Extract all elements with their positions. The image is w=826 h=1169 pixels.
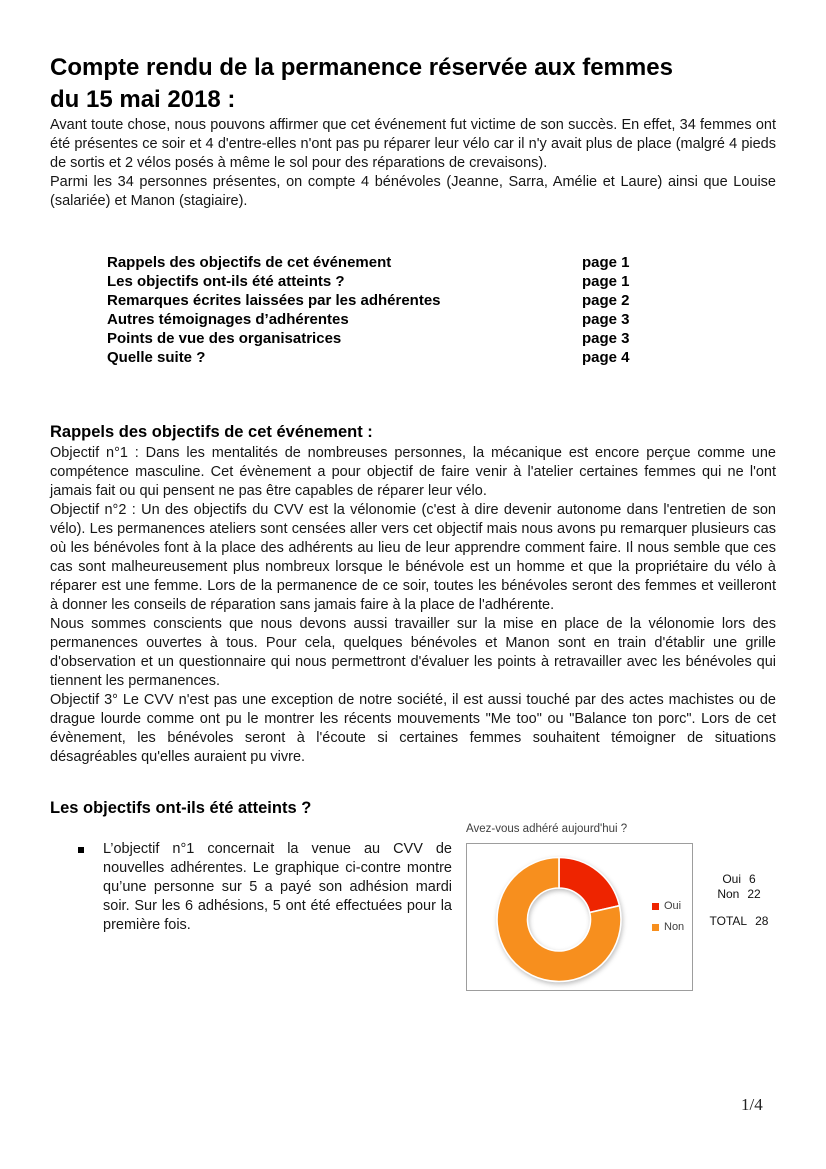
page-title <box>50 52 776 116</box>
chart-frame <box>466 843 693 991</box>
legend-label-oui: Oui <box>664 900 682 912</box>
toc-item-page: page 1 <box>582 273 630 290</box>
legend-swatch-oui-icon <box>652 903 659 910</box>
paragraph-objectif-2: Objectif n°2 : Un des objectifs du CVV est la vélonomie (c'est à dire devenir autonome dans l'entretien de son vélo). Les permanences ateliers sont censées aller vers cet objectif mais nous avons pu remarquer plusieurs cas où les bénévoles font à la place des adhérents au lieu de leur apprendre comment faire. Il nous semble que ces cas sont malheureusement plus nombreux lorsque le bénévole est un homme et que la propriétaire du vélo à réparer est une femme. Lors de la permanence de ce soir, toutes les bénévoles seront des femmes et veilleront à donner les conseils de réparation sans jamais faire à la place de l'adhérente. <box>50 502 776 613</box>
toc-item-label: Les objectifs ont-ils été atteints ? <box>107 273 345 290</box>
toc-item-page: page 3 <box>582 311 630 328</box>
summary-value: 6 <box>749 872 756 886</box>
page-title-line2: du 15 mai 2018 : <box>50 86 236 113</box>
summary-total-value: 28 <box>755 914 769 928</box>
page-number: 1/4 <box>741 1095 763 1114</box>
legend-swatch-non-icon <box>652 924 659 931</box>
chart-summary <box>679 872 799 929</box>
intro-paragraph-2: Parmi les 34 personnes présentes, on compte 4 bénévoles (Jeanne, Sarra, Amélie et Laure) ainsi que Louise (salariée) et Manon (stagiaire). <box>50 174 776 209</box>
summary-value: 22 <box>747 886 761 901</box>
summary-row-oui <box>679 872 799 887</box>
toc-item-page: page 3 <box>582 330 630 347</box>
list-item <box>50 840 452 935</box>
summary-label: Non <box>717 886 740 901</box>
paragraph-objectif-1: Objectif n°1 : Dans les mentalités de nombreuses personnes, la mécanique est encore perçue comme une compétence masculine. Cet évènement a pour objectif de faire venir à l'atelier certaines femmes qui ne l'ont jamais fait ou qui pensent ne pas être capables de réparer leur vélo. <box>50 445 776 499</box>
table-of-contents <box>50 253 776 367</box>
toc-item-label: Rappels des objectifs de cet événement <box>107 254 392 271</box>
chart-title: Avez-vous adhéré aujourd'hui ? <box>466 823 628 835</box>
toc-item-4 <box>50 310 776 329</box>
intro-paragraph-1: Avant toute chose, nous pouvons affirmer que cet événement fut victime de son succès. En effet, 34 femmes ont été présentes ce soir et 4 d'entre-elles n'ont pas pu réparer leur vélo car il n'y avait plus de place (malgré 4 pieds de sortis et 2 vélos posés à même le sol pour des réparations de crevaisons). <box>50 117 776 171</box>
toc-item-2 <box>50 272 776 291</box>
toc-item-5 <box>50 329 776 348</box>
toc-item-page: page 4 <box>582 349 630 366</box>
section-heading-rappels: Rappels des objectifs de cet événement : <box>50 423 373 441</box>
toc-item-3 <box>50 291 776 310</box>
summary-row-total <box>679 914 799 929</box>
toc-item-label: Quelle suite ? <box>107 349 206 366</box>
paragraph-velonomie: Nous sommes conscients que nous devons aussi travailler sur la mise en place de la vélonomie lors des permanences ouvertes à tous. Pour cela, quelques bénévoles et Manon sont en train d'établir une grille d'observation et un questionnaire qui nous permettront d'évaluer les points à retravailler avec les bénévoles qui tiennent les permanences. <box>50 616 776 689</box>
bullet-text: L’objectif n°1 concernait la venue au CVV de nouvelles adhérentes. Le graphique ci-contre montre qu’une personne sur 5 a payé son adhésion mardi soir. Sur les 6 adhésions, 5 ont été effectuées pour la première fois. <box>103 841 452 933</box>
bullet-icon <box>78 847 84 853</box>
summary-total-label: TOTAL <box>709 914 748 928</box>
page-title-line1: Compte rendu de la permanence réservée aux femmes <box>50 54 673 81</box>
objectives-row <box>50 822 776 991</box>
paragraph-objectif-3: Objectif 3° Le CVV n'est pas une exception de notre société, il est aussi touché par des actes machistes ou de drague lourde comme ont pu le montrer les récents mouvements "Me too" ou "Balance ton porc". Lors de cet évènement, les bénévoles seront à l'écoute si certaines femmes souhaitent témoigner de situations désagréables qu'elles auraient pu vivre. <box>50 692 776 765</box>
summary-row-non <box>679 887 799 902</box>
bullet-column <box>50 822 452 991</box>
toc-item-1 <box>50 253 776 272</box>
toc-item-page: page 2 <box>582 292 630 309</box>
toc-item-label: Remarques écrites laissées par les adhérentes <box>107 292 441 309</box>
toc-item-page: page 1 <box>582 254 630 271</box>
toc-item-label: Autres témoignages d’adhérentes <box>107 311 349 328</box>
toc-item-6 <box>50 348 776 367</box>
toc-item-label: Points de vue des organisatrices <box>107 330 342 347</box>
summary-label: Oui <box>722 872 741 886</box>
legend-label-non: Non <box>664 921 685 933</box>
chart-area <box>466 822 693 991</box>
section-heading-atteints: Les objectifs ont-ils été atteints ? <box>50 799 312 817</box>
